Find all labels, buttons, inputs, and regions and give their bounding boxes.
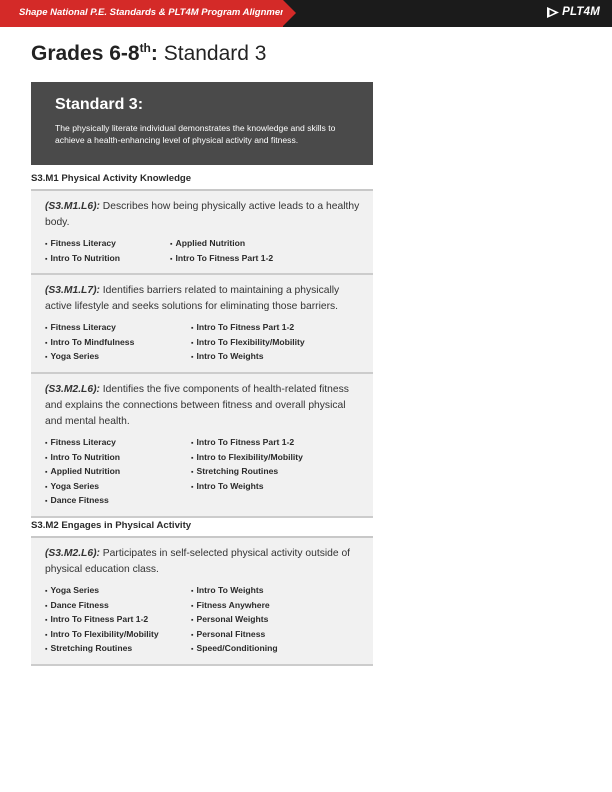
- outcome-card: [31, 191, 373, 275]
- page-title: [31, 42, 266, 66]
- standard-box-description: The physically literate individual demonstrates the knowledge and skills to achieve a health-enhancing level of physical activity and fitness.: [55, 123, 336, 145]
- program-item: ▪ Intro To Fitness Part 1-2: [170, 252, 273, 267]
- outcome-description: [45, 283, 365, 315]
- program-column: [191, 436, 303, 509]
- program-column: [45, 321, 191, 365]
- program-item: ▪ Speed/Conditioning: [191, 642, 278, 657]
- program-item: ▪ Yoga Series: [45, 584, 191, 599]
- program-item: ▪ Intro To Fitness Part 1-2: [191, 436, 303, 451]
- program-item: ▪ Yoga Series: [45, 350, 191, 365]
- ribbon-arrow: [283, 0, 296, 26]
- program-item: ▪ Intro to Flexibility/Mobility: [191, 451, 303, 466]
- program-item: ▪ Intro To Fitness Part 1-2: [191, 321, 305, 336]
- program-column: [45, 584, 191, 657]
- outcome-code: (S3.M2.L6):: [45, 383, 100, 395]
- title-colon: :: [150, 42, 158, 65]
- program-list: [45, 321, 365, 365]
- header-banner-text: Shape National P.E. Standards & PLT4M Program Alignment: [19, 7, 290, 18]
- grade-superscript: th: [139, 41, 151, 55]
- program-item: ▪ Intro To Fitness Part 1-2: [45, 613, 191, 628]
- program-column: [191, 584, 278, 657]
- program-item: ▪ Dance Fitness: [45, 494, 191, 509]
- header-ribbon: [0, 0, 290, 27]
- play-arrow-icon: [547, 7, 559, 18]
- standard-box: [31, 82, 373, 165]
- program-item: ▪ Yoga Series: [45, 480, 191, 495]
- program-list: [45, 436, 365, 509]
- program-column: [45, 237, 170, 266]
- outcome-card: [31, 275, 373, 374]
- program-item: ▪ Intro To Nutrition: [45, 252, 170, 267]
- section-heading: S3.M1 Physical Activity Knowledge: [31, 171, 373, 191]
- program-item: ▪ Dance Fitness: [45, 599, 191, 614]
- outcome-description: [45, 199, 365, 231]
- program-column: [170, 237, 273, 266]
- program-item: ▪ Stretching Routines: [191, 465, 303, 480]
- program-item: ▪ Fitness Literacy: [45, 436, 191, 451]
- outcome-code: (S3.M1.L6):: [45, 201, 100, 212]
- logo-text: PLT4M: [562, 6, 600, 18]
- program-column: [45, 436, 191, 509]
- program-item: ▪ Personal Fitness: [191, 628, 278, 643]
- standard-box-title: Standard 3:: [55, 96, 144, 113]
- header-bar: [0, 0, 612, 27]
- program-list: [45, 237, 365, 266]
- plt4m-logo: [547, 6, 600, 18]
- program-item: ▪ Fitness Anywhere: [191, 599, 278, 614]
- outcome-text: Identifies the five components of health-related fitness and explains the connections between fitness and overall physical and mental health.: [45, 383, 349, 427]
- program-item: ▪ Intro To Weights: [191, 584, 278, 599]
- program-item: ▪ Applied Nutrition: [170, 237, 273, 252]
- program-item: ▪ Intro To Weights: [191, 350, 305, 365]
- program-item: ▪ Fitness Literacy: [45, 321, 191, 336]
- outcome-card: [31, 538, 373, 666]
- outcome-text: Identifies barriers related to maintaining a physically active lifestyle and seeks solutions for eliminating those barriers.: [45, 285, 340, 313]
- program-column: [191, 321, 305, 365]
- program-item: ▪ Applied Nutrition: [45, 465, 191, 480]
- outcome-description: [45, 546, 365, 578]
- standard-label: Standard 3: [157, 42, 267, 65]
- outcome-text: Describes how being physically active leads to a healthy body.: [45, 201, 360, 228]
- outcome-text: Participates in self-selected physical activity outside of physical education class.: [45, 547, 351, 575]
- program-item: ▪ Fitness Literacy: [45, 237, 170, 252]
- program-item: ▪ Intro To Mindfulness: [45, 336, 191, 351]
- program-item: ▪ Intro To Nutrition: [45, 451, 191, 466]
- outcome-card: [31, 374, 373, 518]
- program-item: ▪ Intro To Flexibility/Mobility: [191, 336, 305, 351]
- program-item: ▪ Stretching Routines: [45, 642, 191, 657]
- program-item: ▪ Intro To Flexibility/Mobility: [45, 628, 191, 643]
- standards-content: [31, 171, 373, 666]
- outcome-code: (S3.M1.L7):: [45, 285, 100, 297]
- program-item: ▪ Intro To Weights: [191, 480, 303, 495]
- section-heading: S3.M2 Engages in Physical Activity: [31, 518, 373, 538]
- program-list: [45, 584, 365, 657]
- program-item: ▪ Personal Weights: [191, 613, 278, 628]
- outcome-description: [45, 382, 365, 430]
- grade-prefix: Grades 6-8: [31, 42, 140, 65]
- outcome-code: (S3.M2.L6):: [45, 547, 100, 559]
